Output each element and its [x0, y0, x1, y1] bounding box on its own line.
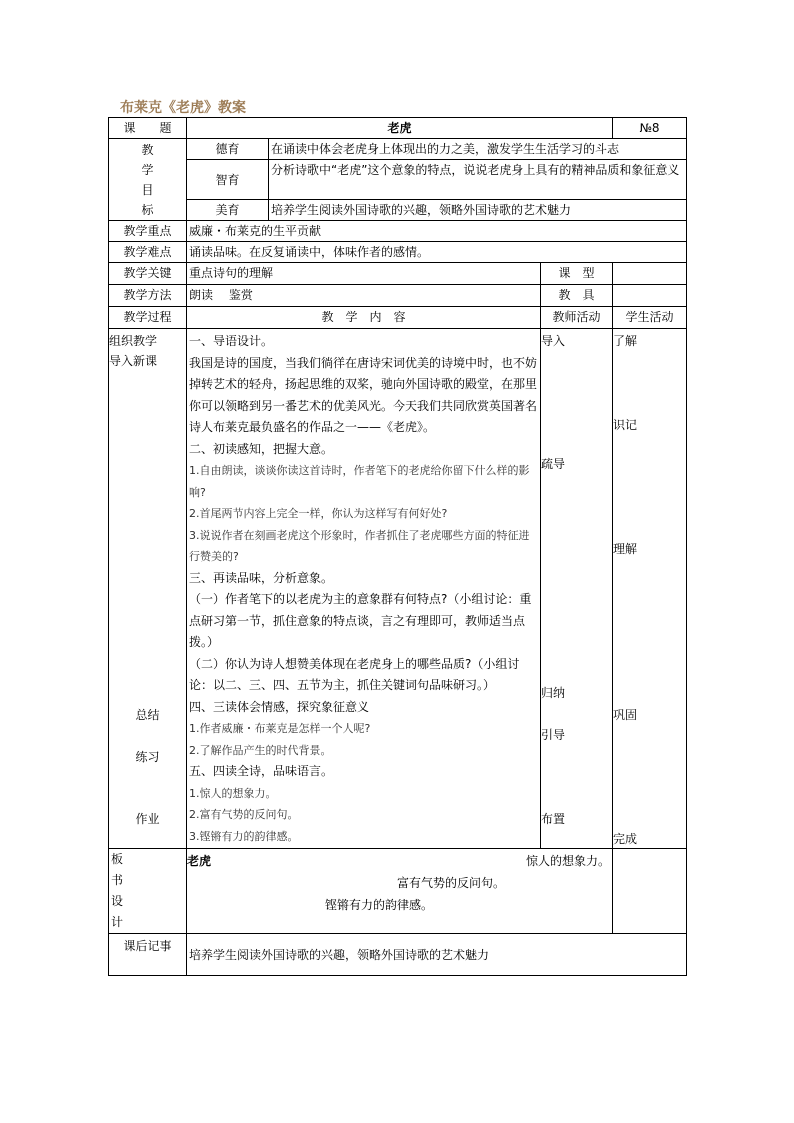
content-question: 3.说说作者在刻画老虎这个形象时，作者抓住了老虎哪些方面的特征进行赞美的?	[189, 528, 530, 563]
teacher-activity: 疏导	[541, 457, 566, 471]
board-line: 铿锵有力的韵律感。	[325, 898, 434, 912]
student-activity: 理解	[613, 542, 638, 556]
process-label: 教学过程	[109, 307, 187, 329]
tools-label: 教 具	[541, 285, 613, 307]
content-question: 2.首尾两节内容上完全一样，你认为这样写有何好处?	[189, 507, 448, 520]
board-line: 富有气势的反问句。	[397, 876, 506, 890]
content-point: 3.铿锵有力的韵律感。	[189, 829, 299, 843]
difficulty-label: 教学难点	[109, 242, 187, 263]
objective-type: 美育	[187, 200, 269, 221]
content-heading: 四、三读体会情感，探究象征意义	[189, 699, 370, 714]
key-point-text: 威廉・布莱克的生平贡献	[187, 221, 687, 242]
board-design-label: 板 书 设 计	[109, 849, 187, 934]
student-activity: 完成	[613, 832, 638, 846]
board-design-empty	[613, 849, 687, 934]
teacher-activity-column	[541, 329, 613, 849]
teacher-activity: 导入	[541, 334, 566, 348]
content-heading: 一、导语设计。	[189, 334, 274, 348]
teacher-activity: 归纳	[541, 686, 566, 700]
content-question: 1.自由朗读，谈谈你读这首诗时，作者笔下的老虎给你留下什么样的影响?	[189, 464, 530, 499]
key-point-label: 教学重点	[109, 221, 187, 242]
objective-row-aesthetic	[109, 200, 687, 221]
content-point: 1.惊人的想象力。	[189, 786, 277, 800]
crux-row	[109, 263, 687, 285]
board-design-row	[109, 849, 687, 934]
afterword-text: 培养学生阅读外国诗歌的兴趣，领略外国诗歌的艺术魅力	[187, 934, 687, 976]
crux-label: 教学关键	[109, 263, 187, 285]
difficulty-row	[109, 242, 687, 263]
student-activity: 巩固	[613, 708, 638, 722]
content-point: 2.富有气势的反问句。	[189, 808, 299, 821]
side-step: 作业	[135, 812, 160, 826]
objective-text: 培养学生阅读外国诗歌的兴趣，领略外国诗歌的艺术魅力	[269, 200, 687, 221]
content-paragraph: （二）你认为诗人想赞美体现在老虎身上的哪些品质?（小组讨论：以二、三、四、五节为主，抓住关键词句品味研习。）	[189, 656, 520, 692]
content-paragraph: （一）作者笔下的以老虎为主的意象群有何特点?（小组讨论：重点研习第一节，抓住意象的特点谈，言之有理即可，教师适当点拨。）	[189, 592, 532, 649]
document-title: 布莱克《老虎》教案	[120, 100, 246, 116]
side-step: 总结	[135, 708, 160, 722]
student-activity: 了解	[613, 334, 638, 348]
content-header: 教 学 内 容	[187, 307, 541, 329]
method-label: 教学方法	[109, 285, 187, 307]
process-side-column	[109, 329, 187, 849]
method-text: 朗读 鉴赏	[187, 285, 541, 307]
objectives-label: 教 学 目 标	[109, 139, 187, 221]
key-point-row	[109, 221, 687, 242]
process-body-row	[109, 329, 687, 849]
content-heading: 五、四读全诗，品味语言。	[189, 764, 334, 778]
board-title: 老虎	[187, 854, 212, 868]
lesson-type-value	[613, 263, 687, 285]
course-label: 课 题	[109, 118, 187, 139]
process-content	[187, 329, 541, 849]
lesson-plan-table	[108, 117, 687, 976]
content-question: 1.作者威廉・布莱克是怎样一个人呢?	[189, 722, 371, 735]
afterword-row	[109, 934, 687, 976]
lesson-type-label: 课 型	[541, 263, 613, 285]
afterword-label: 课后记事	[109, 934, 187, 976]
content-heading: 二、初读感知，把握大意。	[189, 441, 334, 456]
crux-text: 重点诗句的理解	[187, 263, 541, 285]
board-design-content	[187, 849, 613, 934]
objective-type: 智育	[187, 160, 269, 200]
objective-row-moral	[109, 139, 687, 160]
content-heading: 三、再读品味，分析意象。	[189, 570, 334, 585]
side-step: 导入新课	[109, 354, 158, 368]
student-activity: 识记	[613, 418, 638, 432]
difficulty-text: 诵读品味。在反复诵读中，体味作者的感情。	[187, 242, 687, 263]
objective-row-intellect	[109, 160, 687, 200]
content-question: 2.了解作品产生的时代背景。	[189, 743, 332, 757]
student-activity-column	[613, 329, 687, 849]
board-line: 惊人的想象力。	[525, 854, 610, 868]
side-step: 练习	[135, 750, 160, 764]
content-paragraph: 我国是诗的国度，当我们徜徉在唐诗宋词优美的诗境中时，也不妨掉转艺术的轻舟，扬起思维的双桨，驰向外国诗歌的殿堂，在那里你可以领略到另一番艺术的优美风光。今天我们共同欣赏英国著名诗人布莱克最负盛名的作品之一——《老虎》。	[189, 355, 538, 434]
process-header-row	[109, 307, 687, 329]
teacher-activity-header: 教师活动	[541, 307, 613, 329]
objective-text: 在诵读中体会老虎身上体现出的力之美，激发学生生活学习的斗志	[269, 139, 687, 160]
side-step: 组织教学	[109, 334, 158, 348]
course-row	[109, 118, 687, 139]
lesson-number: №8	[613, 118, 687, 139]
method-row	[109, 285, 687, 307]
course-title: 老虎	[187, 118, 613, 139]
teacher-activity: 布置	[541, 812, 566, 826]
teacher-activity: 引导	[541, 728, 566, 742]
objective-text: 分析诗歌中“老虎”这个意象的特点，说说老虎身上具有的精神品质和象征意义	[269, 160, 687, 200]
tools-value	[613, 285, 687, 307]
student-activity-header: 学生活动	[613, 307, 687, 329]
objective-type: 德育	[187, 139, 269, 160]
